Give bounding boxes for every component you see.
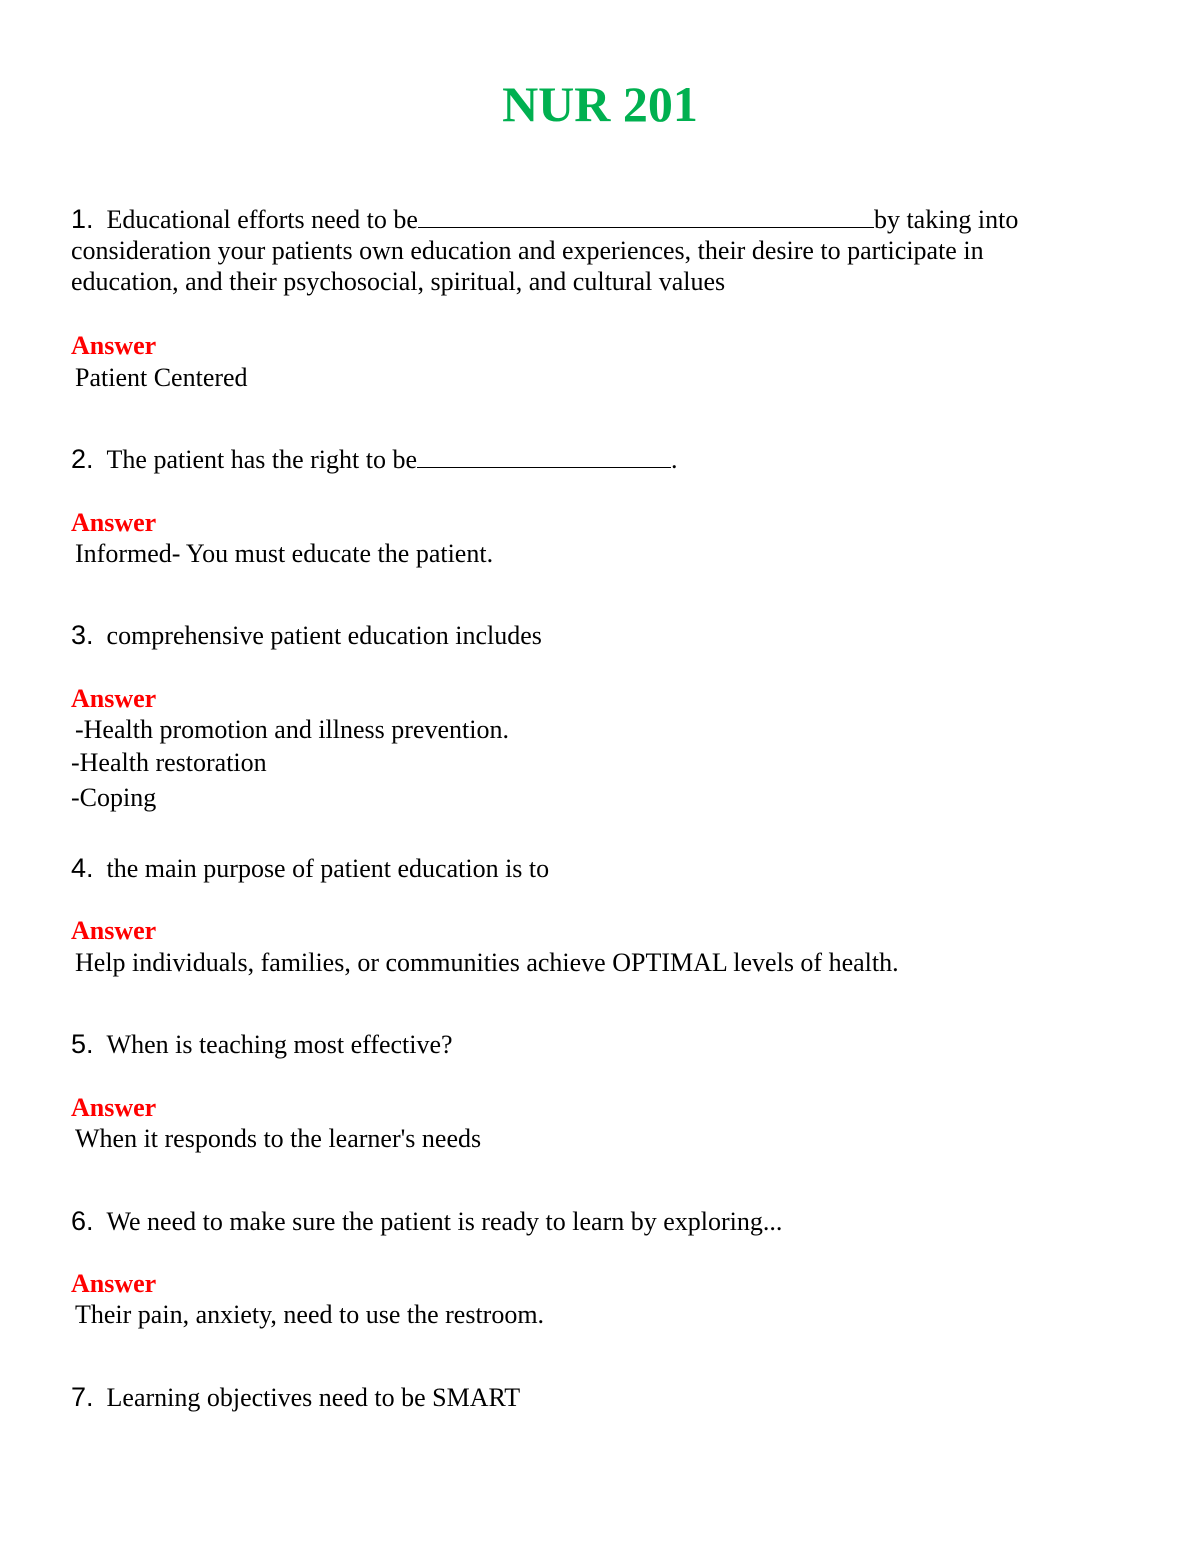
page-title: NUR 201 — [502, 76, 698, 132]
answer-label: Answer — [71, 1269, 157, 1298]
answer-label: Answer — [71, 331, 157, 360]
question-text: The patient has the right to be — [106, 445, 417, 474]
question-text: the main purpose of patient education is to — [106, 854, 550, 883]
answer-label: Answer — [71, 1093, 157, 1122]
question-number: 6. — [71, 1206, 94, 1236]
question-text-continued: . — [671, 445, 678, 474]
question-text-continued: by taking into consideration your patients own education and experiences, their desire to participate in education, and their psychosocial, spiritual, and cultural values — [71, 205, 1019, 296]
question-number: 4. — [71, 853, 94, 883]
answer-list — [71, 713, 509, 814]
fill-in-blank — [417, 445, 671, 468]
question-4 — [71, 853, 1061, 884]
question-text: comprehensive patient education includes — [106, 621, 542, 650]
answer-text: Patient Centered — [75, 363, 248, 392]
answer-list-item: -Coping — [71, 783, 157, 812]
answer-label: Answer — [71, 508, 157, 537]
question-1 — [71, 204, 1061, 297]
question-5 — [71, 1029, 1061, 1060]
answer-list-item: -Health restoration — [71, 748, 267, 777]
answer-text: When it responds to the learner's needs — [75, 1124, 482, 1153]
question-6 — [71, 1206, 1061, 1237]
answer-label: Answer — [71, 916, 157, 945]
answer-list-item: -Health promotion and illness prevention. — [75, 715, 509, 744]
answer-text: Help individuals, families, or communities achieve OPTIMAL levels of health. — [75, 948, 899, 977]
answer-text: Informed- You must educate the patient. — [75, 539, 494, 568]
question-text: When is teaching most effective? — [106, 1030, 453, 1059]
question-number: 7. — [71, 1382, 94, 1412]
answer-label: Answer — [71, 684, 157, 713]
question-number: 1. — [71, 204, 94, 234]
question-3 — [71, 620, 1061, 651]
question-text: Learning objectives need to be SMART — [106, 1383, 521, 1412]
question-number: 5. — [71, 1029, 94, 1059]
question-2 — [71, 444, 1061, 475]
question-number: 3. — [71, 620, 94, 650]
question-text: We need to make sure the patient is ready to learn by exploring... — [106, 1207, 783, 1236]
answer-text: Their pain, anxiety, need to use the restroom. — [75, 1300, 545, 1329]
fill-in-blank — [418, 205, 874, 228]
question-text: Educational efforts need to be — [106, 205, 418, 234]
question-7 — [71, 1382, 1061, 1413]
question-number: 2. — [71, 444, 94, 474]
